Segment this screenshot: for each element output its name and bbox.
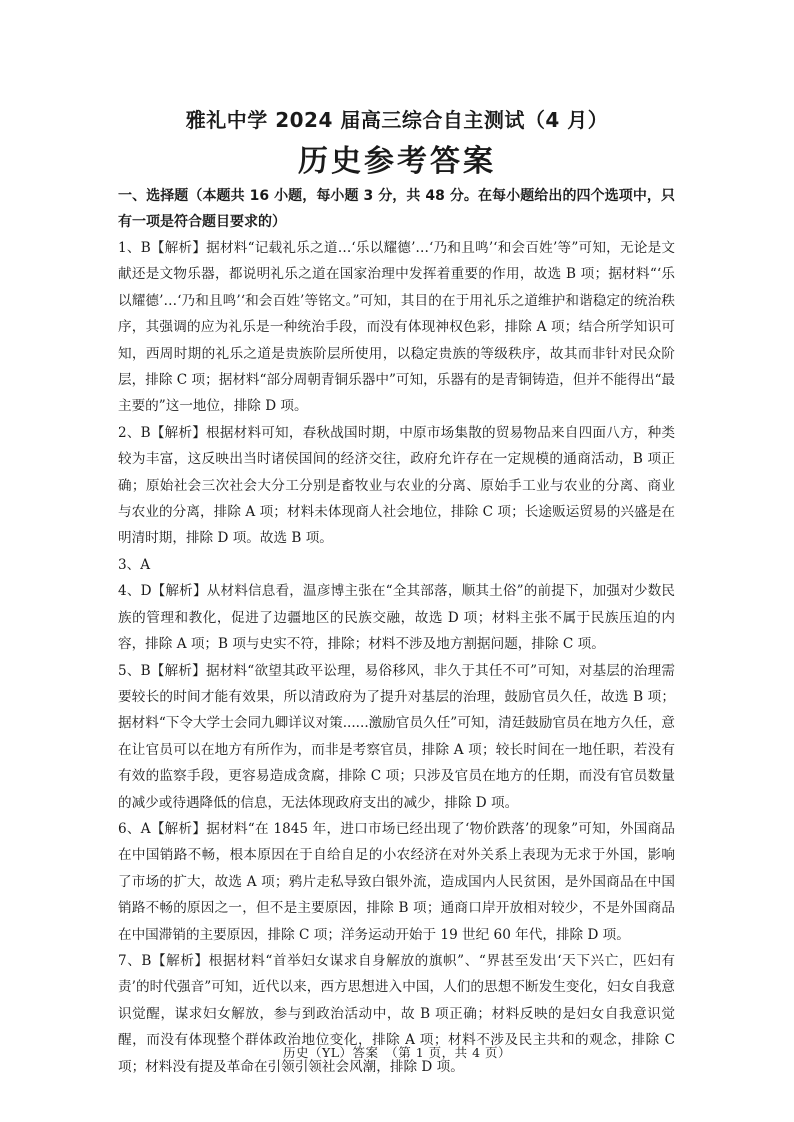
exam-title: 雅礼中学 2024 届高三综合自主测试（4 月）: [185, 108, 609, 132]
answer-item-1: 1、B【解析】据材料“记载礼乐之道…‘乐以耀德’…‘乃和且鸣’‘和会百姓’等”可知，无论是文献还是文物乐器，都说明礼乐之道在国家治理中发挥着重要的作用，故选 B 项；据材料“‘乐以耀德’…‘乃和且鸣’‘和会百姓’等铭文。”可知，其目的在于用礼乐之道维护和谐稳定的统治秩序，其强调的应为礼乐是一种统治手段，而没有体现神权色彩，排除 A 项；结合所学知识可知，西周时期的礼乐之道是贵族阶层所使用，以稳定贵族的等级秩序，故其而非针对民众阶层，排除 C 项；据材料“部分周朝青铜乐器中”可知，乐器有的是青铜铸造，但并不能得出“最主要的”这一地位，排除 D 项。: [118, 240, 675, 415]
answer-item-5: 5、B【解析】据材料“欲望其政平讼理，易俗移风，非久于其任不可”可知，对基层的治理需要较长的时间才能有效果，所以清政府为了提升对基层的治理，鼓励官员久任，故选 B 项；据材料“下令大学士会同九卿详议对策......激励官员久任”可知，清廷鼓励官员在地方久任，意在让官员可以在地方有所作为，而非是考察官员，排除 A 项；较长时间在一地任职，若没有有效的监察手段，更容易造成贪腐，排除 C 项；只涉及官员在地方的任期，而没有官员数量的减少或待遇降低的信息，无法体现政府支出的减少，排除 D 项。: [118, 662, 675, 811]
answer-item-3: 3、A: [118, 556, 151, 573]
page-footer: 历史（YL）答案 （第 1 页，共 4 页）: [282, 1045, 512, 1060]
answer-item-6: 6、A【解析】据材料“在 1845 年，进口市场已经出现了‘物价跌落’的现象”可知，外国商品在中国销路不畅，根本原因在于自给自足的小农经济在对外关系上表现为无求于外国，影响了市场的扩大，故选 A 项；鸦片走私导致白银外流，造成国内人民贫困，是外国商品在中国销路不畅的原因之一，但不是主要原因，排除 B 项；通商口岸开放相对较少，不是外国商品在中国滞销的主要原因，排除 C 项；洋务运动开始于 19 世纪 60 年代，排除 D 项。: [118, 820, 675, 943]
answer-item-7: 7、B【解析】根据材料“首举妇女谋求自身解放的旗帜”、“界甚至发出‘天下兴亡，匹妇有责’的时代强音”可知，近代以来，西方思想进入中国，人们的思想不断发生变化，妇女自我意识觉醒，谋求妇女解放，参与到政治活动中，故 B 项正确；材料反映的是妇女自我意识觉醒，而没有体现整个群体政治地位变化，排除 A 项；材料不涉及民主共和的观念，排除 C 项；材料没有提及革命在引领引领社会风潮，排除 D 项。: [118, 952, 675, 1075]
answer-item-4: 4、D【解析】从材料信息看，温彦博主张在“全其部落，顺其土俗”的前提下，加强对少数民族的管理和教化，促进了边疆地区的民族交融，故选 D 项；材料主张不属于民族压迫的内容，排除 A 项；B 项与史实不符，排除；材料不涉及地方割据问题，排除 C 项。: [118, 583, 675, 653]
answer-item-2: 2、B【解析】根据材料可知，春秋战国时期，中原市场集散的贸易物品来自四面八方，种类较为丰富，这反映出当时诸侯国间的经济交往，政府允许存在一定规模的通商活动，B 项正确；原始社会三次社会大分工分别是畜牧业与农业的分离、原始手工业与农业的分离、商业与农业的分离，排除 A 项；材料未体现商人社会地位，排除 C 项；长途贩运贸易的兴盛是在明清时期，排除 D 项。故选 B 项。: [118, 424, 675, 547]
document-subtitle: 历史参考答案: [298, 144, 496, 179]
section-heading: 一、选择题（本题共 16 小题，每小题 3 分，共 48 分。在每小题给出的四个选项中，只有一项是符合题目要求的）: [118, 188, 675, 230]
answer-body: [118, 183, 675, 1080]
